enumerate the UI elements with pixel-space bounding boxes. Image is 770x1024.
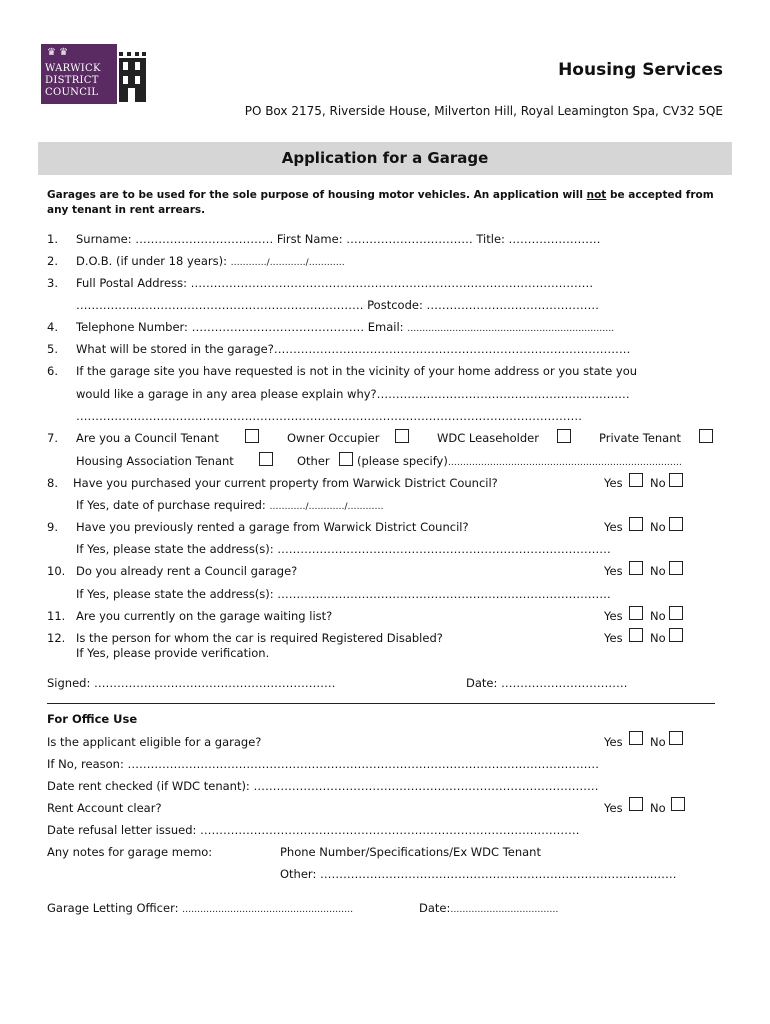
logo-text-line1: WARWICK <box>45 63 101 74</box>
q5-storage-field[interactable]: What will be stored in the garage?………………………………………………………………………………… <box>76 342 631 356</box>
q10-yes-label: Yes <box>604 564 623 578</box>
q7-specify-dots: …………………………………………………………………… <box>447 458 682 468</box>
logo-text-line3: COUNCIL <box>45 87 99 98</box>
office-notes-other-field[interactable]: Other: ………………………………………………………………………………… <box>280 867 677 881</box>
q6-number: 6. <box>47 364 58 378</box>
q4-number: 4. <box>47 320 58 334</box>
q6-explain-field[interactable]: would like a garage in any area please explain why?………………………………………………………… <box>76 387 630 401</box>
q7-private-tenant-label: Private Tenant <box>599 431 682 445</box>
q11-no-checkbox[interactable] <box>669 606 683 620</box>
office-eligible-no-label: No <box>650 735 666 749</box>
signature-field[interactable]: Signed: ……………………………………………………… <box>47 676 336 690</box>
other-tenure-checkbox[interactable] <box>339 452 353 466</box>
q7-wdc-leaseholder-label: WDC Leaseholder <box>437 431 539 445</box>
q12-question: Is the person for whom the car is required Registered Disabled? <box>76 631 443 645</box>
q8-sub-label: If Yes, date of purchase required: <box>76 498 270 512</box>
letting-officer-field[interactable] <box>47 901 353 917</box>
q2-dots: …………/…………/………… <box>230 258 345 268</box>
office-eligible-question: Is the applicant eligible for a garage? <box>47 735 262 749</box>
q7-number: 7. <box>47 431 58 445</box>
q8-no-label: No <box>650 476 666 490</box>
q11-no-label: No <box>650 609 666 623</box>
form-title-banner <box>38 142 732 175</box>
q11-question: Are you currently on the garage waiting list? <box>76 609 333 623</box>
q10-question: Do you already rent a Council garage? <box>76 564 298 578</box>
office-use-heading: For Office Use <box>47 712 138 726</box>
department-title: Housing Services <box>558 60 723 80</box>
office-reason-field[interactable]: If No, reason: …………………………………………………………………………………………………………… <box>47 757 599 771</box>
warwick-council-logo <box>41 44 147 104</box>
q7-housing-assoc-label: Housing Association Tenant <box>76 454 234 468</box>
q2-dob-field[interactable] <box>76 254 345 270</box>
intro-notice <box>47 188 727 218</box>
q12-verification-note: If Yes, please provide verification. <box>76 646 270 660</box>
q8-yes-label: Yes <box>604 476 623 490</box>
q9-address-field[interactable]: If Yes, please state the address(s): …………………………………………………………………………… <box>76 542 611 556</box>
intro-text-after: be accepted from any tenant in rent arrears. <box>47 189 714 216</box>
form-title: Application for a Garage <box>281 149 489 167</box>
q12-no-label: No <box>650 631 666 645</box>
q9-question: Have you previously rented a garage from Warwick District Council? <box>76 520 469 534</box>
q7-other-label: Other <box>297 454 330 468</box>
q9-no-label: No <box>650 520 666 534</box>
q4-email-dots: …………………………………………………………… <box>407 324 615 334</box>
letting-officer-label: Garage Letting Officer: <box>47 901 183 915</box>
q11-number: 11. <box>47 609 66 623</box>
office-eligible-yes-label: Yes <box>604 735 623 749</box>
department-address: PO Box 2175, Riverside House, Milverton Hill, Royal Leamington Spa, CV32 5QE <box>244 104 723 118</box>
q7-specify-field[interactable] <box>357 454 682 470</box>
q7-council-tenant-label: Are you a Council Tenant <box>76 431 219 445</box>
q8-question: Have you purchased your current property from Warwick District Council? <box>73 476 498 490</box>
q9-no-checkbox[interactable] <box>669 517 683 531</box>
q12-yes-label: Yes <box>604 631 623 645</box>
q8-yes-checkbox[interactable] <box>629 473 643 487</box>
q8-sub-dots: …………/…………/………… <box>269 502 384 512</box>
q5-number: 5. <box>47 342 58 356</box>
q11-yes-label: Yes <box>604 609 623 623</box>
q9-number: 9. <box>47 520 58 534</box>
office-rent-clear-yes-label: Yes <box>604 801 623 815</box>
q2-number: 2. <box>47 254 58 268</box>
castle-tower-icon <box>117 44 147 104</box>
q3-number: 3. <box>47 276 58 290</box>
q10-no-checkbox[interactable] <box>669 561 683 575</box>
q10-number: 10. <box>47 564 66 578</box>
q3-address-field[interactable]: Full Postal Address: …………………………………………………………………………………………… <box>76 276 594 290</box>
logo-badge <box>41 44 117 104</box>
q1-number: 1. <box>47 232 58 246</box>
intro-emphasis: not <box>586 189 607 201</box>
q12-number: 12. <box>47 631 66 645</box>
q10-yes-checkbox[interactable] <box>629 561 643 575</box>
q8-no-checkbox[interactable] <box>669 473 683 487</box>
office-rent-clear-no-checkbox[interactable] <box>671 797 685 811</box>
q6-question-line1: If the garage site you have requested is not in the vicinity of your home address or you state you <box>76 364 638 378</box>
signature-date-field[interactable]: Date: …………………………… <box>466 676 628 690</box>
office-notes-label: Any notes for garage memo: <box>47 845 213 859</box>
q8-number: 8. <box>47 476 58 490</box>
wdc-leaseholder-checkbox[interactable] <box>557 429 571 443</box>
office-refusal-date-field[interactable]: Date refusal letter issued: ……………………………………………………………………………………… <box>47 823 580 837</box>
letting-officer-date-field[interactable] <box>419 901 558 917</box>
q12-yes-checkbox[interactable] <box>629 628 643 642</box>
letting-officer-date-dots: ……………………………… <box>450 905 559 915</box>
office-rent-clear-yes-checkbox[interactable] <box>629 797 643 811</box>
q4-phone-email-field[interactable] <box>76 320 614 336</box>
letting-officer-date-label: Date: <box>419 901 451 915</box>
q9-yes-checkbox[interactable] <box>629 517 643 531</box>
q10-no-label: No <box>650 564 666 578</box>
q3-postcode-field[interactable]: ………………………………………………………………… Postcode: ……………………………………… <box>76 298 599 312</box>
q9-yes-label: Yes <box>604 520 623 534</box>
q8-purchase-date-field[interactable] <box>76 498 384 514</box>
office-eligible-yes-checkbox[interactable] <box>629 731 643 745</box>
office-notes-options: Phone Number/Specifications/Ex WDC Tenant <box>280 845 541 859</box>
intro-text-before: Garages are to be used for the sole purpose of housing motor vehicles. An application will <box>47 189 587 201</box>
q7-specify-label: (please specify) <box>357 454 448 468</box>
office-rent-clear-no-label: No <box>650 801 666 815</box>
q1-name-fields[interactable]: Surname: ……………………………… First Name: …………………………… Title: …………………… <box>76 232 601 246</box>
letting-officer-dots: ………………………………………………… <box>182 905 354 915</box>
crown-icon: ♛ ♛ <box>47 47 69 58</box>
housing-association-checkbox[interactable] <box>259 452 273 466</box>
private-tenant-checkbox[interactable] <box>699 429 713 443</box>
q4-label: Telephone Number: ……………………………………… Email: <box>76 320 408 334</box>
q6-explain-line3[interactable]: …………………………………………………………………………………………………………………… <box>76 409 582 423</box>
council-tenant-checkbox[interactable] <box>245 429 259 443</box>
q12-no-checkbox[interactable] <box>669 628 683 642</box>
office-rent-checked-field[interactable]: Date rent checked (if WDC tenant): ……………………………………………………………………………… <box>47 779 599 793</box>
owner-occupier-checkbox[interactable] <box>395 429 409 443</box>
office-eligible-no-checkbox[interactable] <box>669 731 683 745</box>
office-rent-clear-question: Rent Account clear? <box>47 801 162 815</box>
logo-text-line2: DISTRICT <box>45 75 99 86</box>
q2-label: D.O.B. (if under 18 years): <box>76 254 231 268</box>
q11-yes-checkbox[interactable] <box>629 606 643 620</box>
q10-address-field[interactable]: If Yes, please state the address(s): …………………………………………………………………………… <box>76 587 611 601</box>
office-use-divider <box>47 703 715 704</box>
q7-owner-occupier-label: Owner Occupier <box>287 431 380 445</box>
